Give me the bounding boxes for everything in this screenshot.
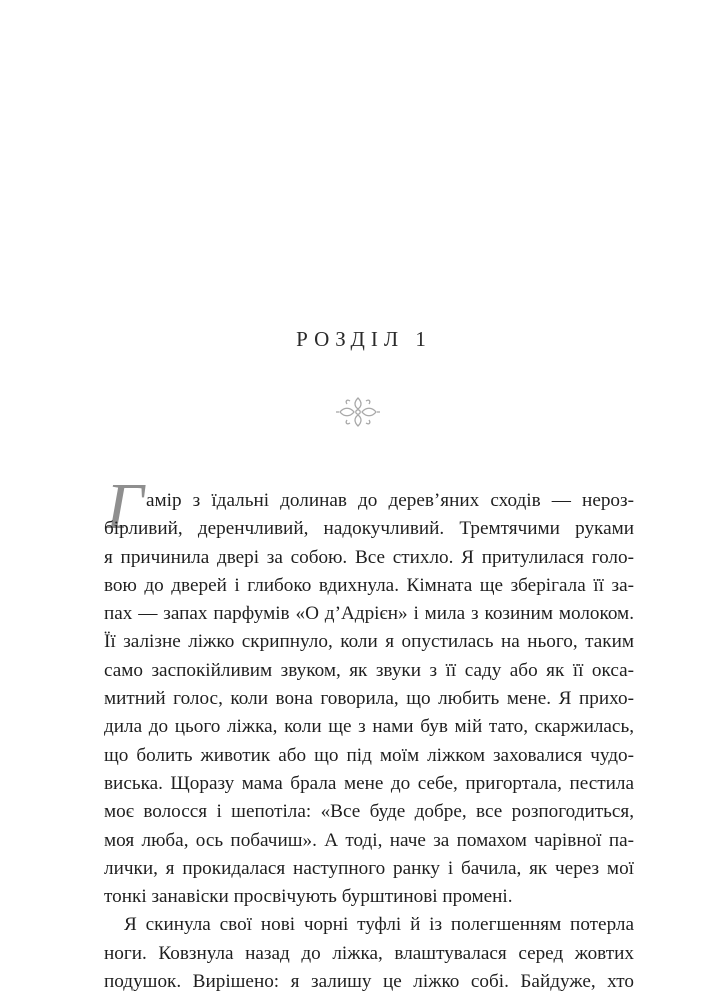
text-line: виська. Щоразу мама брала мене до себе, пригортала, пестила xyxy=(104,772,634,794)
text-line: лички, я прокидалася наступного ранку і бачила, як через мої xyxy=(104,857,634,879)
text-line: митний голос, коли вона говорила, що любить мене. Я прихо- xyxy=(104,688,634,710)
text-line: що болить животик або що під моїм ліжком заховалися чудо- xyxy=(104,744,634,766)
svg-text:Г: Г xyxy=(106,474,144,543)
text-line: вою до дверей і глибоко вдихнула. Кімната ще зберігала її за- xyxy=(104,574,634,596)
text-line: бірливий, деренчливий, надокучливий. Тремтячими руками xyxy=(104,518,634,540)
chapter-body-text xyxy=(104,487,634,996)
chapter-title: РОЗДІЛ 1 xyxy=(296,327,432,351)
text-line: я причинила двері за собою. Все стихло. Я притулилася голо- xyxy=(104,546,634,568)
text-line: ноги. Ковзнула назад до ліжка, влаштувалася серед жовтих xyxy=(104,942,634,964)
floral-ornament-icon xyxy=(334,395,382,429)
text-line: подушок. Вирішено: я залишу це ліжко собі. Байдуже, хто xyxy=(104,971,634,993)
text-line: пах — запах парфумів «О д’Адрієн» і мила з козиним молоком. xyxy=(104,603,634,625)
text-line: само заспокійливим звуком, як звуки з її саду або як її окса- xyxy=(104,659,634,681)
text-line: моя люба, ось побачиш». А тоді, наче за помахом чарівної па- xyxy=(104,829,634,851)
text-line: дила до цього ліжка, коли ще з нами був мій тато, скаржилась, xyxy=(104,716,634,738)
paragraph-last-line: тонкі занавіски просвічують бурштинові промені. xyxy=(104,886,513,908)
paragraph-first-line: Я скинула свої нові чорні туфлі й із полегшенням потерла xyxy=(124,914,634,936)
text-line: амір з їдальні долинав до дерев’яних сходів — нероз- xyxy=(146,490,634,511)
text-line: Її залізне ліжко скрипнуло, коли я опустилась на нього, таким xyxy=(104,631,634,653)
text-line: моє волосся і шепотіла: «Все буде добре, все розпогодиться, xyxy=(104,801,634,823)
